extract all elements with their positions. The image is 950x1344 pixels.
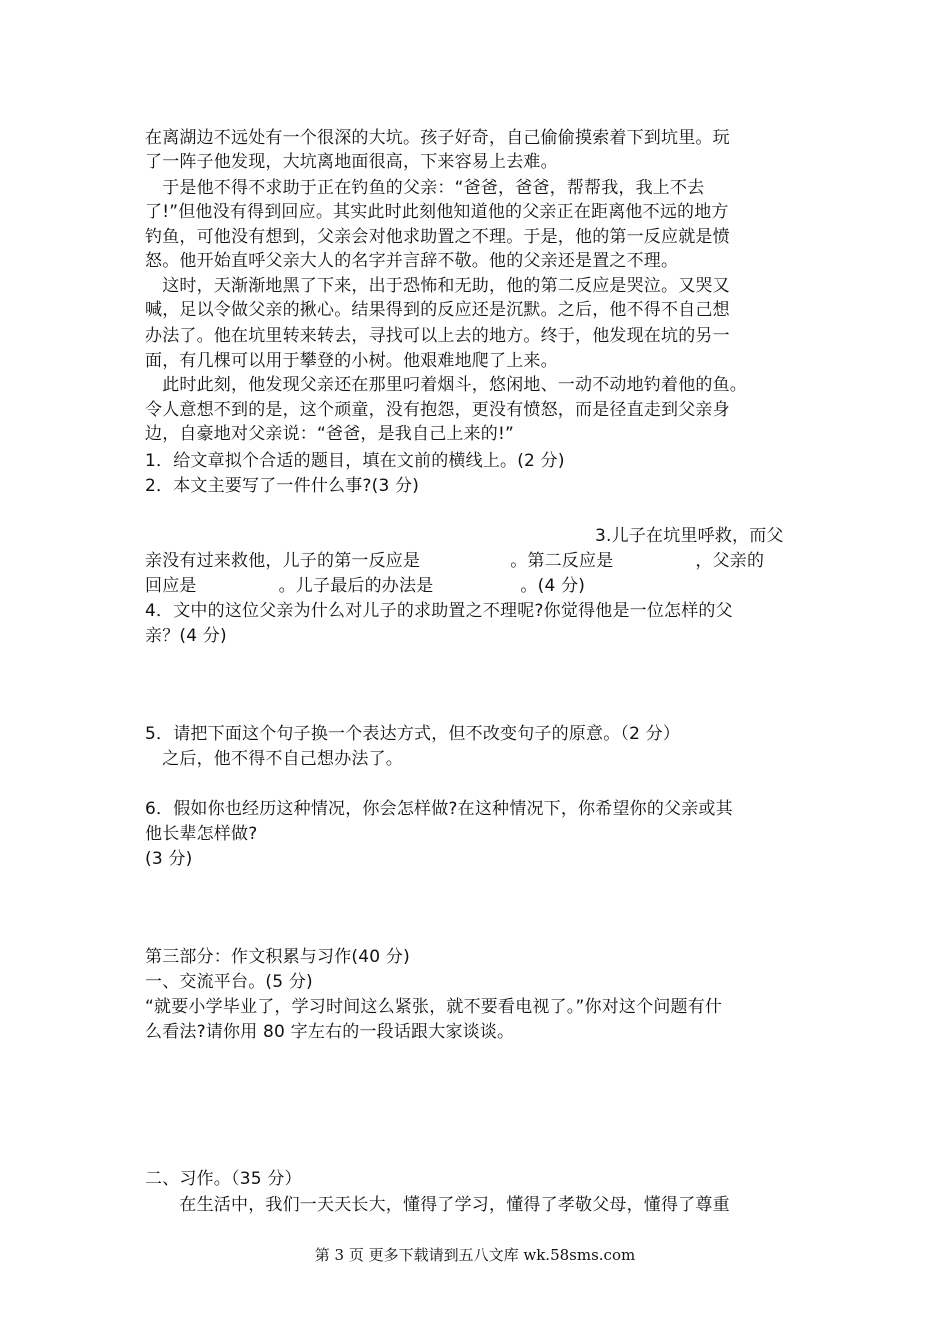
section-2-prompt: 在生活中，我们一天天长大，懂得了学习，懂得了孝敬父母，懂得了尊重 [145, 1195, 730, 1215]
passage-line: 边，自豪地对父亲说：“爸爸，是我自己上来的!” [145, 424, 515, 444]
passage-line: 了!”但他没有得到回应。其实此时此刻他知道他的父亲正在距离他不远的地方 [145, 202, 729, 222]
passage-line: 怒。他开始直呼父亲大人的名字并言辞不敬。他的父亲还是置之不理。 [145, 251, 679, 271]
passage-line: 喊，足以令做父亲的揪心。结果得到的反应还是沉默。之后，他不得不自己想 [145, 300, 730, 320]
question-3-text: 。儿子最后的办法是 [278, 576, 434, 596]
question-3-line-3 [145, 574, 585, 598]
passage-line: 面，有几棵可以用于攀登的小树。他艰难地爬了上来。 [145, 351, 558, 371]
passage-line: 令人意想不到的是，这个顽童，没有抱怨，更没有愤怒，而是径直走到父亲身 [145, 400, 730, 420]
question-3-text: 。第二反应是 [510, 551, 614, 571]
question-6: 6．假如你也经历这种情况，你会怎样做?在这种情况下，你希望你的父亲或其 [145, 799, 733, 819]
passage-line: 这时，天渐渐地黑了下来，出于恐怖和无助，他的第二反应是哭泣。又哭又 [145, 276, 730, 296]
section-1-prompt: 么看法?请你用 80 字左右的一段话跟大家谈谈。 [145, 1022, 515, 1042]
question-3-text: 回应是 [145, 576, 197, 596]
passage-line: 钓鱼，可他没有想到，父亲会对他求助置之不理。于是，他的第一反应就是愤 [145, 227, 730, 247]
passage-line: 在离湖边不远处有一个很深的大坑。孩子好奇，自己偷偷摸索着下到坑里。玩 [145, 128, 730, 148]
passage-line: 办法了。他在坑里转来转去，寻找可以上去的地方。终于，他发现在坑的另一 [145, 326, 730, 346]
question-5-sentence: 之后，他不得不自己想办法了。 [145, 749, 403, 769]
part3-title: 第三部分：作文积累与习作(40 分) [145, 947, 410, 967]
question-3-head: 3.儿子在坑里呼救，而父 [595, 526, 784, 546]
question-3-text: 。(4 分) [520, 576, 586, 596]
section-1-prompt: “就要小学毕业了，学习时间这么紧张，就不要看电视了。”你对这个问题有什 [145, 997, 723, 1017]
passage-line: 于是他不得不求助于正在钓鱼的父亲：“爸爸，爸爸，帮帮我，我上不去 [145, 178, 705, 198]
question-4: 4．文中的这位父亲为什么对儿子的求助置之不理呢?你觉得他是一位怎样的父 [145, 601, 733, 621]
passage-line: 此时此刻，他发现父亲还在那里叼着烟斗，悠闲地、一动不动地钓着他的鱼。 [145, 375, 747, 395]
question-4: 亲？(4 分) [145, 626, 227, 646]
question-2: 2．本文主要写了一件什么事?(3 分) [145, 476, 420, 496]
question-5: 5．请把下面这个句子换一个表达方式，但不改变句子的原意。（2 分） [145, 724, 681, 744]
passage-line: 了一阵子他发现，大坑离地面很高，下来容易上去难。 [145, 152, 558, 172]
question-6: 他长辈怎样做? [145, 824, 258, 844]
question-3-text: ，父亲的 [695, 551, 765, 571]
section-1-title: 一、交流平台。(5 分) [145, 972, 313, 992]
question-1: 1．给文章拟个合适的题目，填在文前的横线上。(2 分) [145, 451, 565, 471]
question-6-score: (3 分) [145, 849, 193, 869]
page-footer: 第 3 页 更多下载请到五八文库 wk.58sms.com [314, 1246, 636, 1264]
question-3-line-2 [145, 549, 764, 573]
section-2-title: 二、习作。（35 分） [145, 1169, 302, 1189]
question-3-text: 亲没有过来救他，儿子的第一反应是 [145, 551, 421, 571]
